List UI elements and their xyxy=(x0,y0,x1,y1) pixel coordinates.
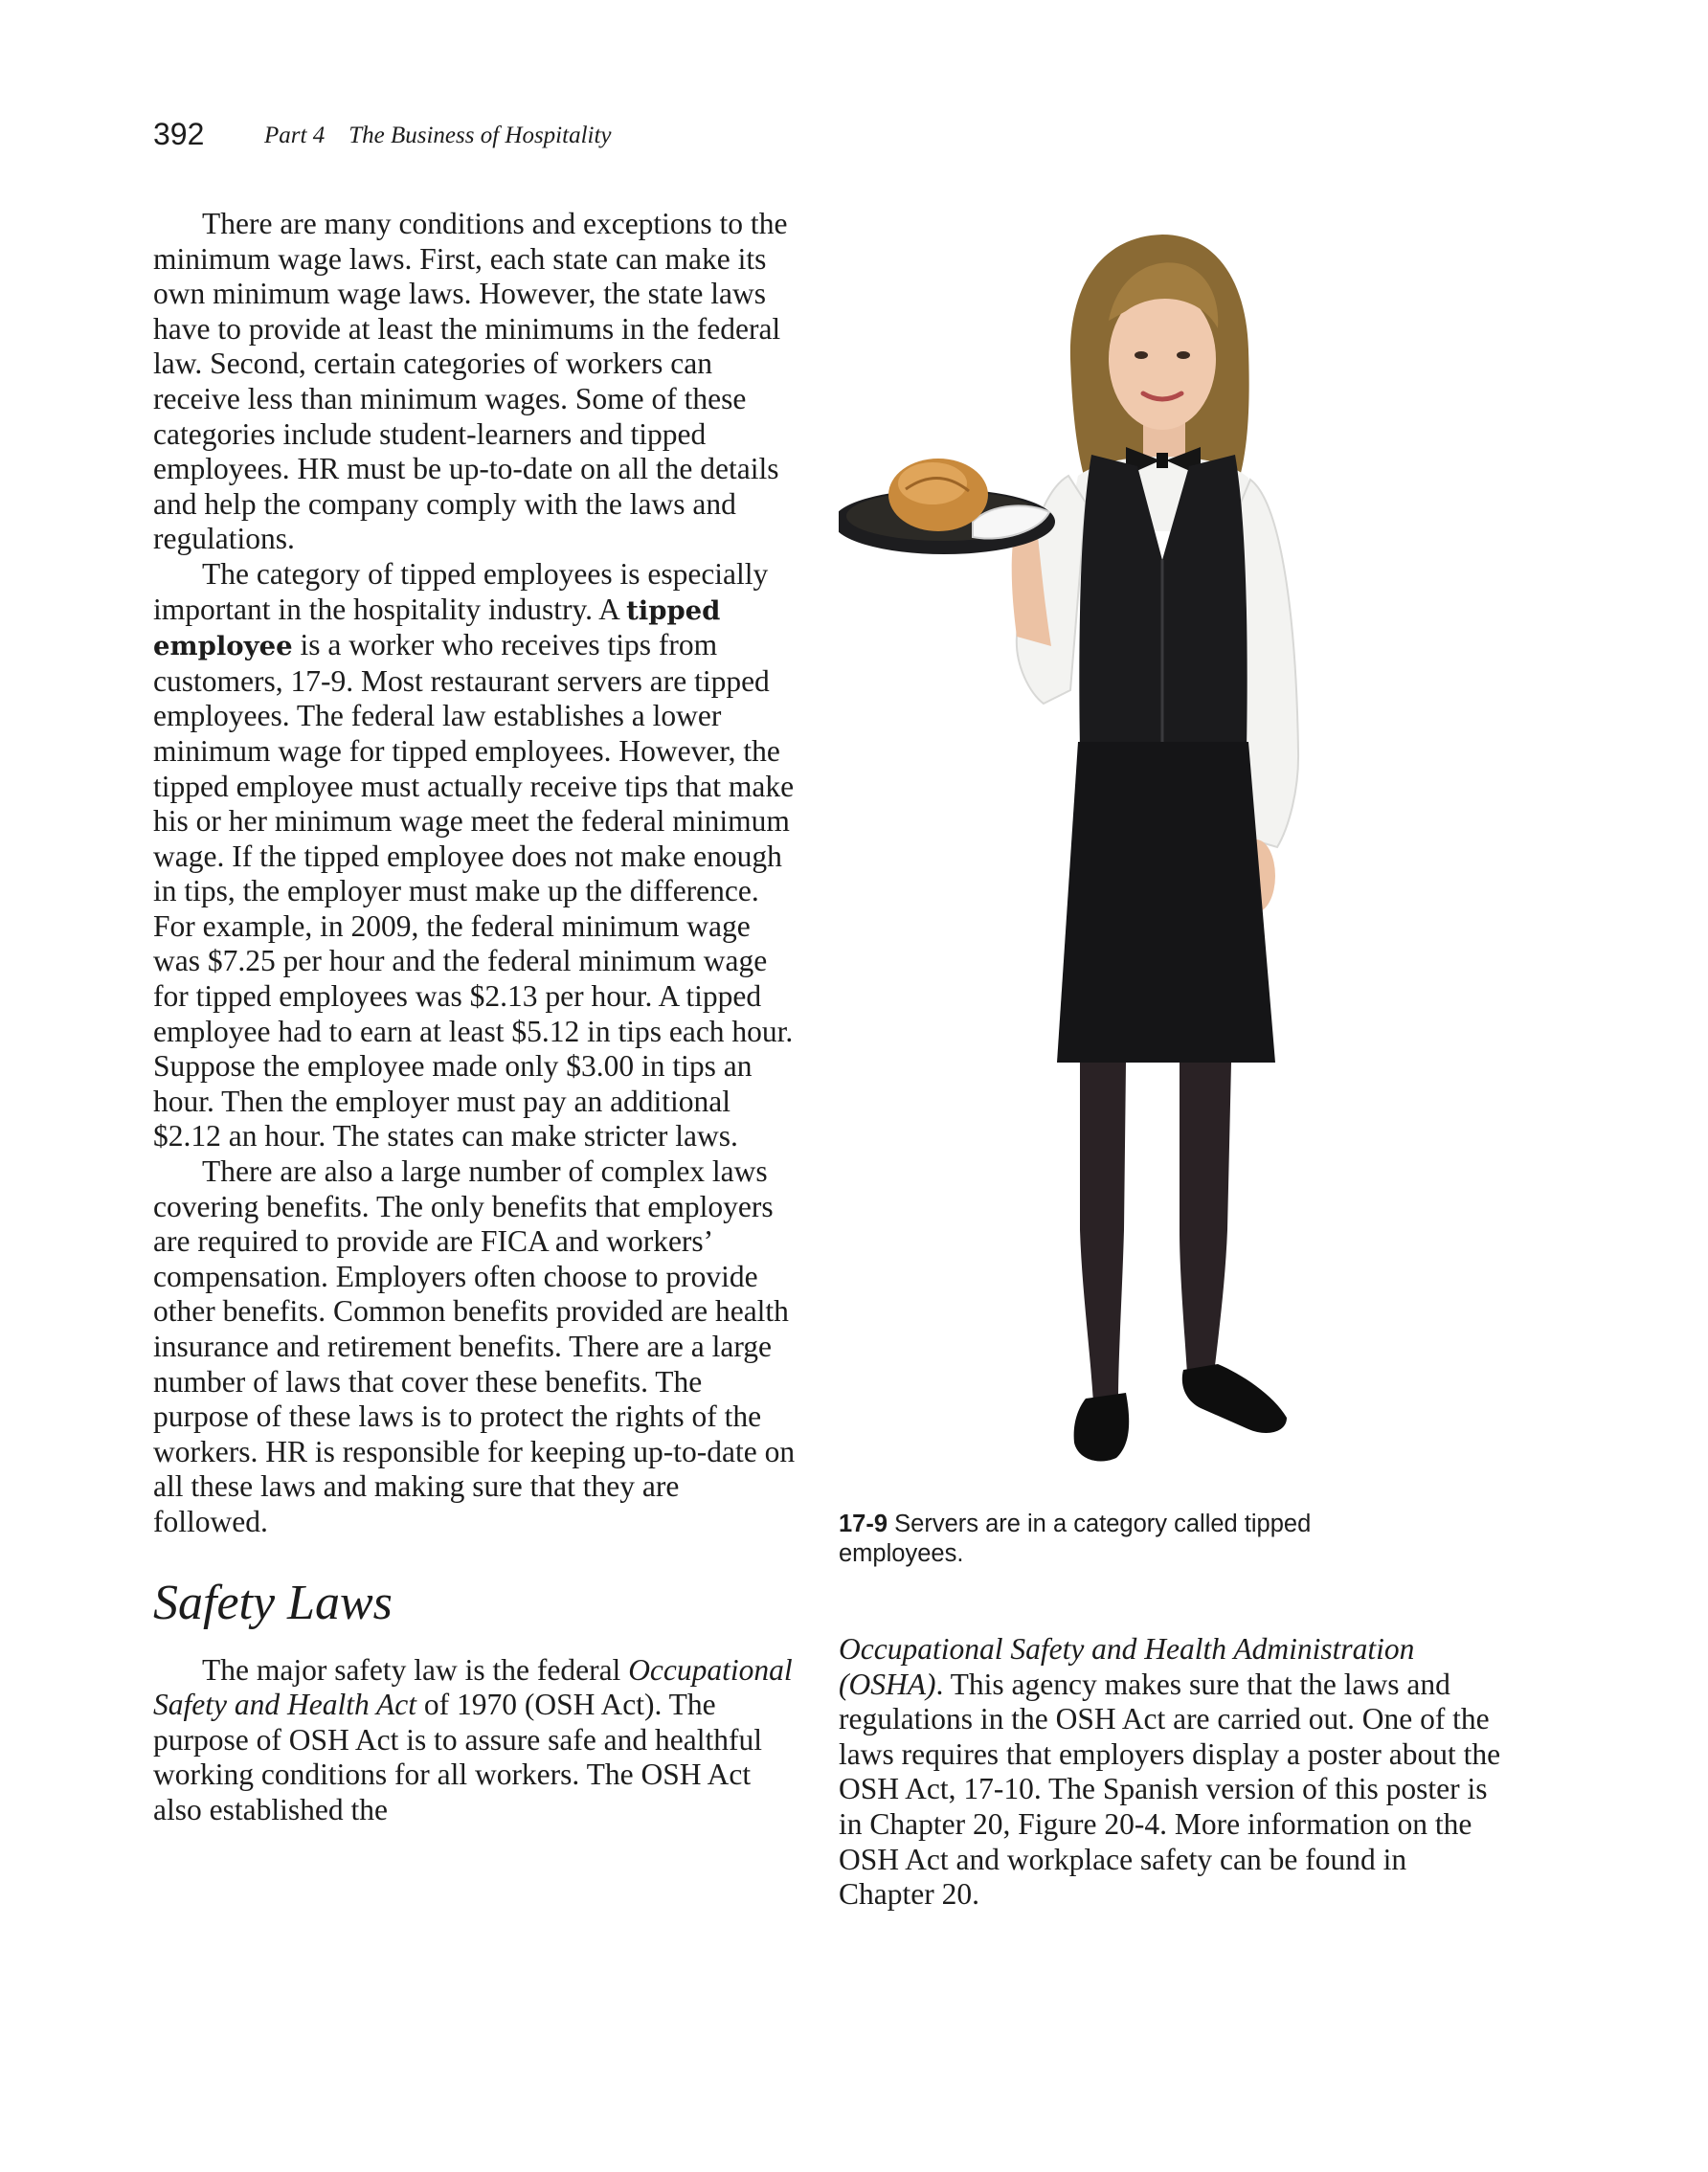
paragraph-text: The category of tipped employees is especially important in the hospitality industry. A xyxy=(153,556,769,626)
paragraph-minimum-wage-exceptions: There are many conditions and exceptions to the minimum wage laws. First, each state can make its own minimum wage laws. However, the state laws have to provide at least the minimums in the federal law. Second, certain categories of workers can receive less than minimum wages. Some of these categories include student-learners and tipped employees. HR must be up-to-date on all the details and help the company comply with the laws and regulations. xyxy=(153,207,788,556)
page-header xyxy=(153,115,1015,163)
paragraph-osh-act xyxy=(153,1653,797,1828)
paragraph-text: The major safety law is the federal xyxy=(202,1652,629,1687)
figure-caption xyxy=(839,1510,1413,1569)
caption-text: Servers are in a category called tipped employees. xyxy=(839,1511,1312,1567)
left-column xyxy=(153,207,797,1828)
caption-figure-number: 17-9 xyxy=(839,1511,888,1537)
right-column xyxy=(839,1632,1509,1913)
italic-act-name: Occupational Safety and Health Act xyxy=(153,1652,793,1722)
paragraph-benefits-laws: There are also a large number of complex laws covering benefits. The only benefits that employers are required to provide are FICA and workers’ compensation. Employers often choose to provide other benefits. Common benefits provided are health insurance and retirement benefits. There are a large number of laws that cover these benefits. The purpose of these laws is to protect the rights of the workers. HR is responsible for keeping up-to-date on all these laws and making sure that they are followed. xyxy=(153,1154,796,1538)
running-head: Part 4 The Business of Hospitality xyxy=(264,123,612,148)
section-heading-safety-laws: Safety Laws xyxy=(153,1575,393,1630)
figure-server-photo xyxy=(839,215,1471,1498)
paragraph-osha xyxy=(839,1632,1509,1913)
server-illustration xyxy=(839,215,1471,1498)
paragraph-text: . This agency makes sure that the laws and regulations in the OSH Act are carried out. One of the laws requires that employers display a poster about the OSH Act, 17-10. The Spanish version of this poster is in Chapter 20, Figure 20-4. More information on the OSH Act and workplace safety can be found in Chapter 20. xyxy=(839,1667,1501,1912)
paragraph-tipped-employees xyxy=(153,557,797,1154)
paragraph-text: of 1970 (OSH Act). The purpose of OSH Act is to assure safe and healthful working conditions for all workers. The OSH Act also established the xyxy=(153,1688,762,1826)
italic-agency-name: Occupational Safety and Health Administration (OSHA) xyxy=(839,1632,1415,1701)
paragraph-text: is a worker who receives tips from customers, 17-9. Most restaurant servers are tipped employees. The federal law establishes a lower minimum wage for tipped employees. However, the tipped employee must actually receive tips that make his or her minimum wage meet the federal minimum wage. If the tipped employee does not make enough in tips, the employer must make up the difference. For example, in 2009, the federal minimum wage was $7.25 per hour and the federal minimum wage for tipped employees was $2.13 per hour. A tipped employee had to earn at least $5.12 in tips each hour. Suppose the employee made only $3.00 in tips an hour. Then the employer must pay an additional $2.12 an hour. The states can make stricter laws. xyxy=(153,628,795,1153)
key-term-tipped-employee: tipped employee xyxy=(153,594,721,662)
page-number: 392 xyxy=(153,117,205,151)
